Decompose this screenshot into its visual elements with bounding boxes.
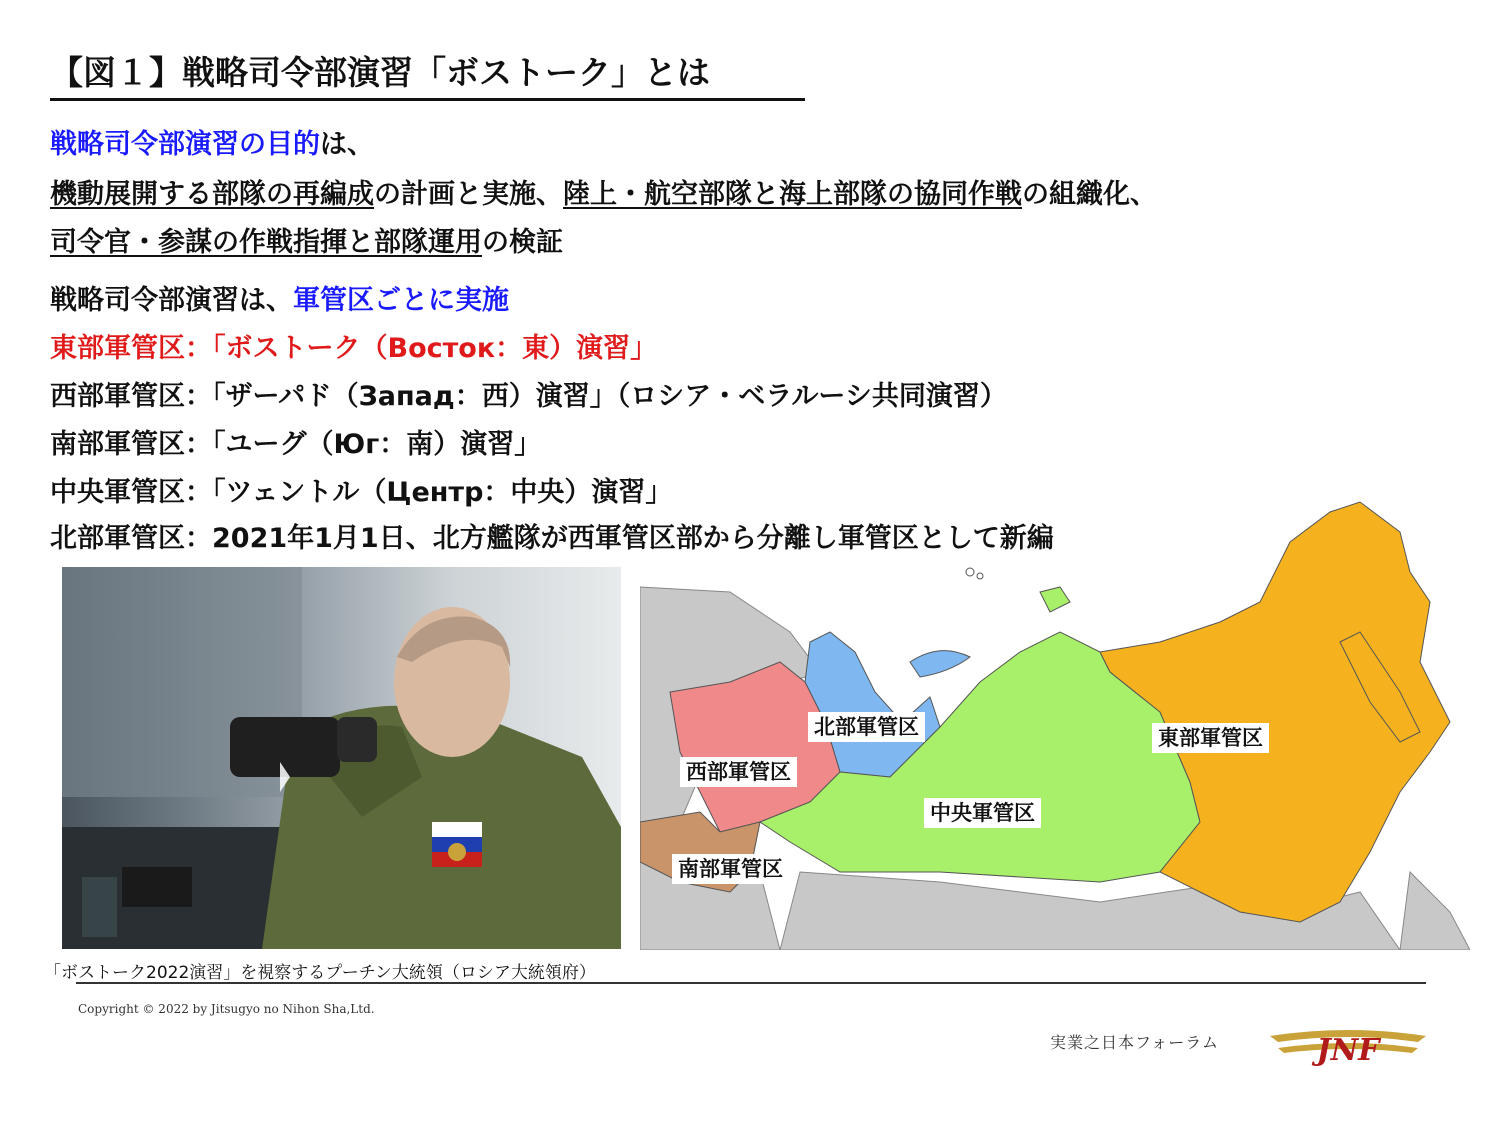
purpose-heading — [50, 128, 374, 162]
purpose-text: の計画と実施、 — [374, 179, 563, 210]
map-label-north: 北部軍管区 — [808, 712, 925, 742]
map-label-west: 西部軍管区 — [680, 757, 797, 787]
page-title: 【図１】戦略司令部演習「ボストーク」とは — [50, 52, 805, 101]
map-label-central: 中央軍管区 — [924, 798, 1041, 828]
purpose-heading-highlight: 戦略司令部演習の目的 — [50, 129, 320, 160]
putin-photo — [62, 567, 621, 949]
purpose-line-2 — [50, 178, 1157, 212]
district-central: 中央軍管区：「ツェントル（Центр：中央）演習」 — [50, 477, 673, 508]
purpose-heading-tail: は、 — [320, 129, 374, 160]
purpose-item-joint-ops: 陸上・航空部隊と海上部隊の協同作戦 — [563, 179, 1022, 210]
jnf-logo — [1268, 1018, 1428, 1074]
purpose-line-3 — [50, 226, 563, 260]
district-west: 西部軍管区：「ザーパド（Запад：西）演習」（ロシア・ベラルーシ共同演習） — [50, 381, 1007, 412]
district-north: 北部軍管区：2021年1月1日、北方艦隊が西軍管区部から分離し軍管区として新編 — [50, 523, 1054, 554]
district-south: 南部軍管区：「ユーグ（Юг：南）演習」 — [50, 429, 542, 460]
photo-caption: 「ボストーク2022演習」を視察するプーチン大統領（ロシア大統領府） — [44, 963, 596, 983]
jnf-logo-icon — [1268, 1018, 1428, 1074]
forum-name: 実業之日本フォーラム — [1050, 1033, 1220, 1052]
purpose-text: の組織化、 — [1022, 179, 1157, 210]
purpose-text: の検証 — [482, 227, 563, 258]
svg-text:JNF: JNF — [1316, 1033, 1380, 1068]
map-label-east: 東部軍管区 — [1152, 723, 1269, 753]
copyright-text: Copyright © 2022 by Jitsugyo no Nihon Sha,Ltd. — [78, 1002, 375, 1016]
purpose-item-command: 司令官・参謀の作戦指揮と部隊運用 — [50, 227, 482, 258]
photo-illustration — [62, 567, 621, 949]
footer-divider — [76, 982, 1426, 984]
purpose-item-redeployment: 機動展開する部隊の再編成 — [50, 179, 374, 210]
district-east: 東部軍管区：「ボストーク（Восток：東）演習」 — [50, 333, 658, 364]
russia-military-districts-map — [640, 492, 1470, 950]
districts-intro-highlight: 軍管区ごとに実施 — [293, 285, 509, 316]
map-label-south: 南部軍管区 — [672, 854, 789, 884]
districts-intro — [50, 284, 509, 318]
districts-intro-text: 戦略司令部演習は、 — [50, 285, 293, 316]
